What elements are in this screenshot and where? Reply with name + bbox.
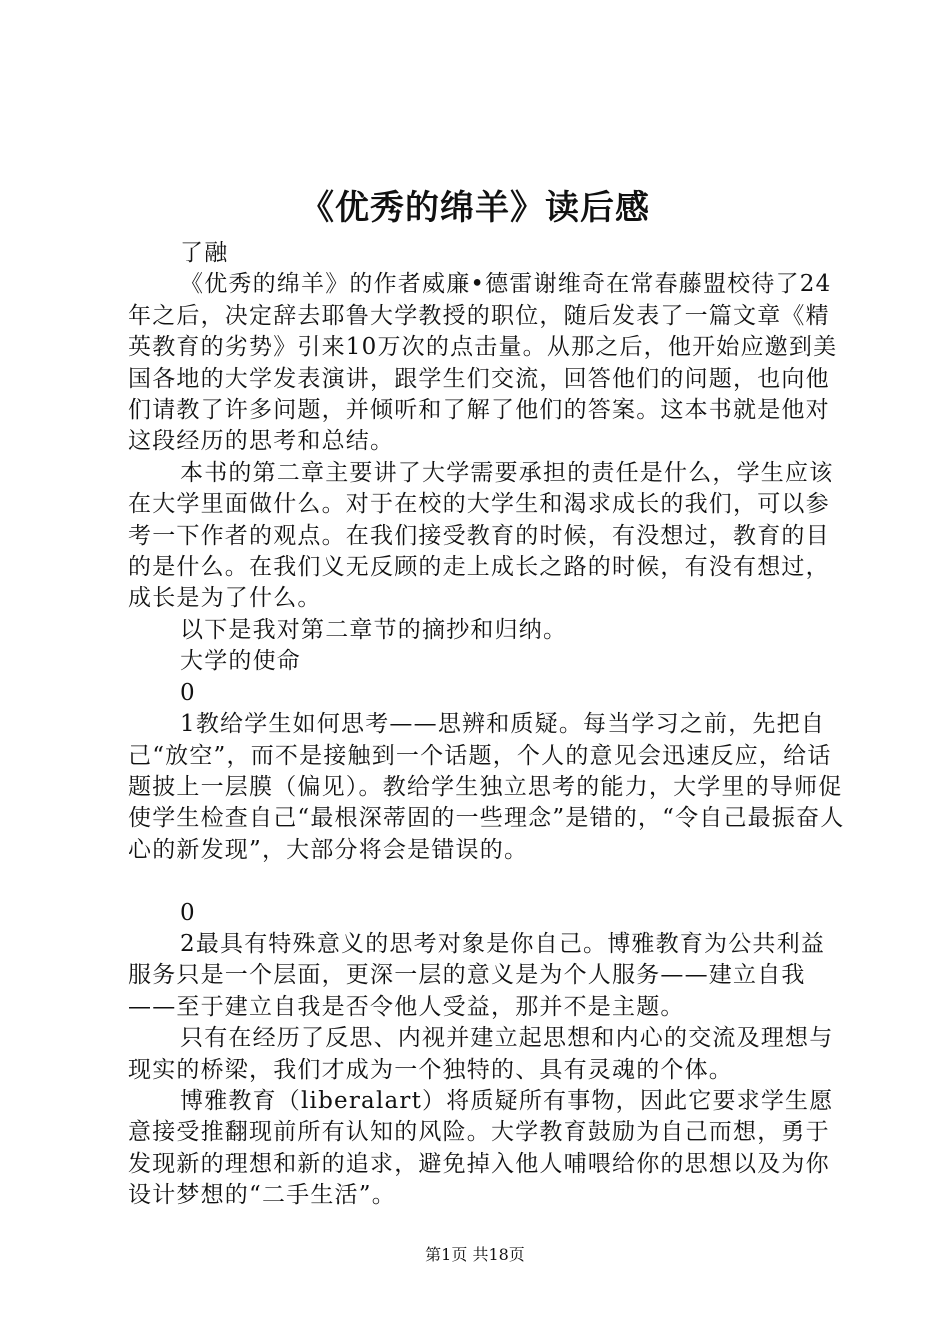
list-marker: 0 (180, 679, 196, 706)
document-body (128, 238, 848, 1212)
section-heading: 大学的使命 (180, 648, 301, 675)
paragraph: 1教给学生如何思考——思辨和质疑。每当学习之前，先把自己“放空”，而不是接触到一个话题，个人的意见会迅速反应，给话题披上一层膜（偏见）。教给学生独立思考的能力，大学里的导师促使学生检查自己“最根深蒂固的一些理念”是错的，“令自己最振奋人心的新发现”，大部分将会是错误的。 (128, 711, 845, 863)
paragraph: 博雅教育（liberalart）将质疑所有事物，因此它要求学生愿意接受推翻现前所有认知的风险。大学教育鼓励为自己而想，勇于发现新的理想和新的追求，避免掉入他人哺喂给你的思想以及为你设计梦想的“二手生活”。 (128, 1087, 834, 1209)
page-number: 第1页 共18页 (425, 1245, 525, 1264)
paragraph: 2最具有特殊意义的思考对象是你自己。博雅教育为公共利益服务只是一个层面，更深一层的意义是为个人服务——建立自我——至于建立自我是否令他人受益，那并不是主题。 (128, 930, 826, 1020)
paragraph: 《优秀的绵羊》的作者威廉•德雷谢维奇在常春藤盟校待了24年之后，决定辞去耶鲁大学教授的职位，随后发表了一篇文章《精英教育的劣势》引来10万次的点击量。从那之后，他开始应邀到美国各地的大学发表演讲，跟学生们交流，回答他们的问题，也向他们请教了许多问题，并倾听和了解了他们的答案。这本书就是他对这段经历的思考和总结。 (128, 271, 838, 455)
paragraph: 以下是我对第二章节的摘抄和归纳。 (180, 616, 568, 643)
list-marker: 0 (180, 899, 196, 926)
author-line: 了融 (180, 240, 229, 266)
paragraph: 本书的第二章主要讲了大学需要承担的责任是什么，学生应该在大学里面做什么。对于在校的大学生和渴求成长的我们，可以参考一下作者的观点。在我们接受教育的时候，有没想过，教育的目的是什么。在我们义无反顾的走上成长之路的时候，有没有想过，成长是为了什么。 (128, 459, 834, 612)
document-title: 《优秀的绵羊》读后感 (300, 188, 650, 228)
blank-line (128, 866, 848, 897)
paragraph: 只有在经历了反思、内视并建立起思想和内心的交流及理想与现实的桥梁，我们才成为一个独特的、具有灵魂的个体。 (128, 1025, 834, 1083)
